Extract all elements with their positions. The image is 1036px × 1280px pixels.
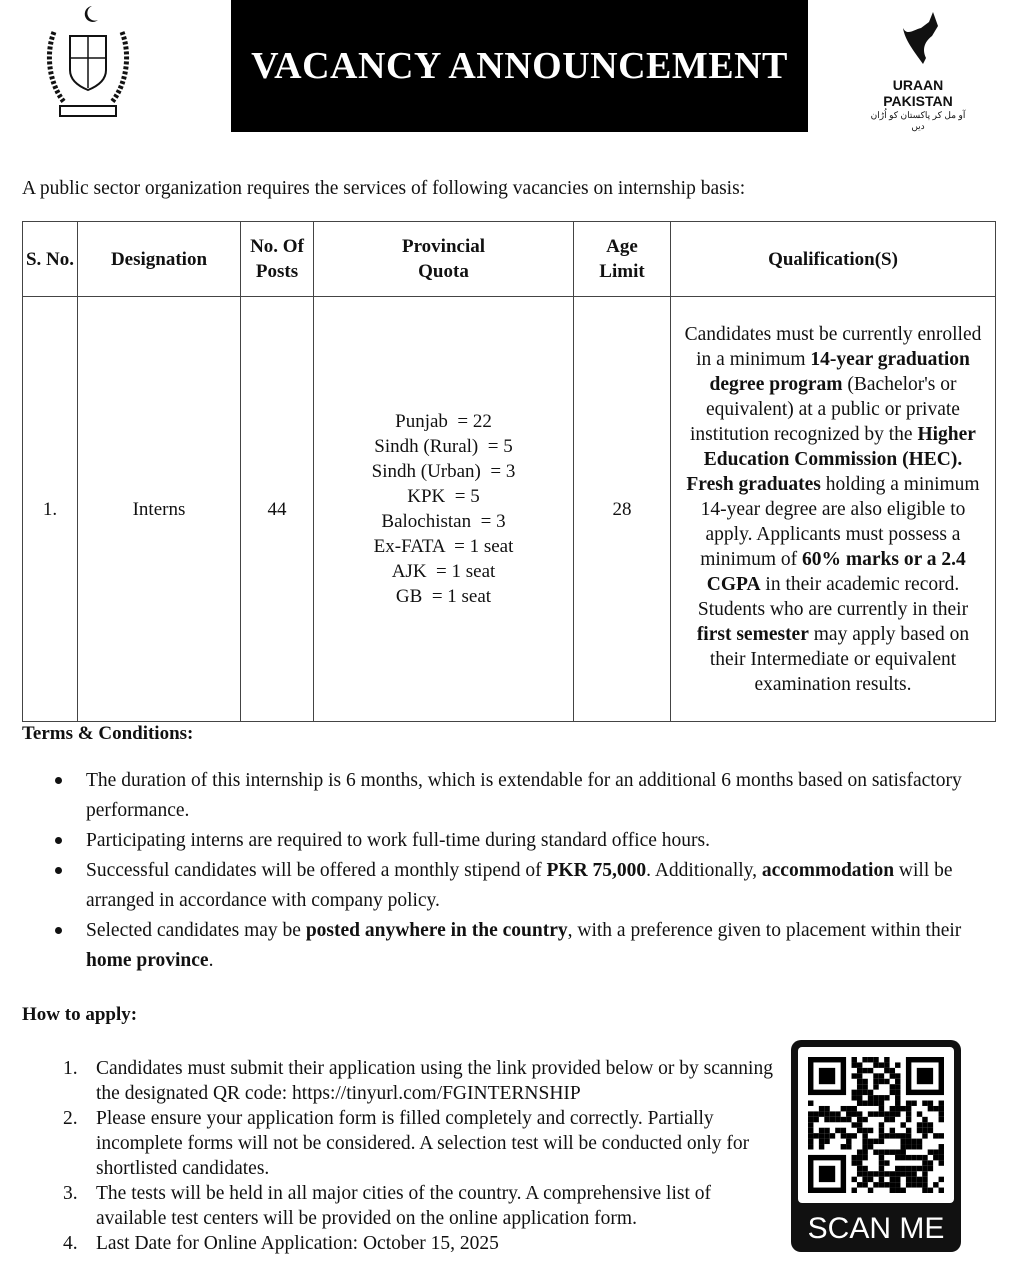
bold-text: 14-year graduation degree program bbox=[709, 348, 970, 395]
terms-title: Terms & Conditions: bbox=[22, 723, 194, 744]
table-row bbox=[23, 297, 996, 722]
apply-step bbox=[63, 1181, 776, 1231]
bold-text: Fresh graduates bbox=[686, 473, 821, 495]
text-segment: . bbox=[208, 950, 214, 971]
step-number: 4. bbox=[63, 1233, 78, 1254]
scan-me-label: SCAN ME bbox=[807, 1212, 945, 1245]
cell-posts: 44 bbox=[241, 297, 314, 722]
apply-step bbox=[63, 1106, 776, 1181]
intro-text: A public sector organization requires the services of following vacancies on internship basis: bbox=[22, 178, 746, 199]
cell-sno: 1. bbox=[23, 297, 78, 722]
quota-line: Punjab = 22 bbox=[395, 411, 492, 432]
header-age: Age Limit bbox=[574, 222, 671, 297]
text-segment: (Bachelor's or equivalent) at a public or private institution recognized by the bbox=[690, 373, 960, 445]
logo-line2: PAKISTAN bbox=[883, 93, 953, 109]
text-segment: Participating interns are required to work full-time during standard office hours. bbox=[86, 830, 710, 851]
header-sno: S. No. bbox=[23, 222, 78, 297]
government-emblem-logo bbox=[40, 2, 135, 130]
vacancy-announcement-banner bbox=[231, 0, 808, 132]
quota-line: KPK = 5 bbox=[407, 486, 480, 507]
header-designation: Designation bbox=[78, 222, 241, 297]
step-number: 1. bbox=[63, 1058, 78, 1079]
text-segment: in their academic record. Students who are currently in their bbox=[697, 573, 969, 620]
header-posts: No. Of Posts bbox=[241, 222, 314, 297]
logo-line1: URAAN bbox=[892, 77, 944, 93]
table-header-row bbox=[23, 222, 996, 297]
bold-text: home province bbox=[86, 950, 209, 971]
header-quota: Provincial Quota bbox=[314, 222, 574, 297]
quota-line: Balochistan = 3 bbox=[381, 511, 506, 532]
logo-tagline: آو مل کر پاکستان کو اُڑان دیں bbox=[870, 110, 966, 131]
terms-item bbox=[86, 766, 996, 826]
quota-line: AJK = 1 seat bbox=[391, 561, 496, 582]
text-segment: Candidates must be currently enrolled in a minimum bbox=[684, 323, 982, 370]
terms-item bbox=[86, 856, 996, 916]
text-segment: will be arranged in accordance with company policy. bbox=[86, 860, 953, 911]
apply-steps bbox=[63, 1056, 776, 1256]
step-text: Candidates must submit their application using the link provided below or by scanning the designated QR code: https://tinyurl.com/FGINTERNSHIP bbox=[96, 1058, 773, 1104]
page-title: VACANCY ANNOUNCEMENT bbox=[251, 45, 788, 87]
cell-quota bbox=[314, 297, 574, 722]
step-number: 3. bbox=[63, 1183, 78, 1204]
quota-line: Sindh (Rural) = 5 bbox=[374, 436, 513, 457]
bold-text: Higher Education Commission (HEC). bbox=[703, 423, 976, 470]
apply-step bbox=[63, 1231, 776, 1256]
vacancy-table bbox=[22, 221, 996, 722]
bold-text: posted anywhere in the country bbox=[305, 920, 568, 941]
cell-age: 28 bbox=[574, 297, 671, 722]
text-segment: Selected candidates may be bbox=[86, 920, 306, 941]
step-number: 2. bbox=[63, 1108, 78, 1129]
cell-qualification bbox=[671, 297, 996, 722]
text-segment: . Additionally, bbox=[646, 860, 762, 881]
quota-line: Ex-FATA = 1 seat bbox=[373, 536, 514, 557]
terms-list bbox=[86, 766, 996, 976]
bold-text: accommodation bbox=[761, 860, 895, 881]
cell-designation: Interns bbox=[78, 297, 241, 722]
text-segment: The duration of this internship is 6 months, which is extendable for an additional 6 months based on satisfactory performance. bbox=[86, 770, 962, 821]
uraan-pakistan-logo bbox=[868, 10, 968, 130]
bold-text: 60% marks or a 2.4 CGPA bbox=[706, 548, 966, 595]
step-text: The tests will be held in all major cities of the country. A comprehensive list of available test centers will be provided on the online application form. bbox=[96, 1183, 712, 1229]
text-segment: holding a minimum 14-year degree are also eligible to apply. Applicants must possess a minimum of bbox=[700, 473, 980, 570]
terms-item bbox=[86, 826, 996, 856]
qr-code-icon[interactable] bbox=[808, 1057, 944, 1193]
apply-step bbox=[63, 1056, 776, 1106]
how-to-apply-title: How to apply: bbox=[22, 1004, 138, 1025]
step-text: Please ensure your application form is filled completely and correctly. Partially incomplete forms will not be considered. A selection test will be conducted only for shortlisted candidates. bbox=[96, 1108, 750, 1179]
qr-code-card[interactable] bbox=[791, 1040, 961, 1252]
text-segment: Successful candidates will be offered a monthly stipend of bbox=[86, 860, 547, 881]
step-text: Last Date for Online Application: October 15, 2025 bbox=[96, 1233, 499, 1254]
quota-line: GB = 1 seat bbox=[395, 586, 492, 607]
bird-icon bbox=[893, 10, 943, 70]
bold-text: first semester bbox=[696, 623, 809, 645]
bold-text: PKR 75,000 bbox=[546, 860, 647, 881]
header-qualification: Qualification(S) bbox=[671, 222, 996, 297]
text-segment: , with a preference given to placement within their bbox=[567, 920, 962, 941]
quota-line: Sindh (Urban) = 3 bbox=[371, 461, 516, 482]
text-segment: may apply based on their Intermediate or equivalent examination results. bbox=[709, 623, 970, 695]
terms-item bbox=[86, 916, 996, 976]
